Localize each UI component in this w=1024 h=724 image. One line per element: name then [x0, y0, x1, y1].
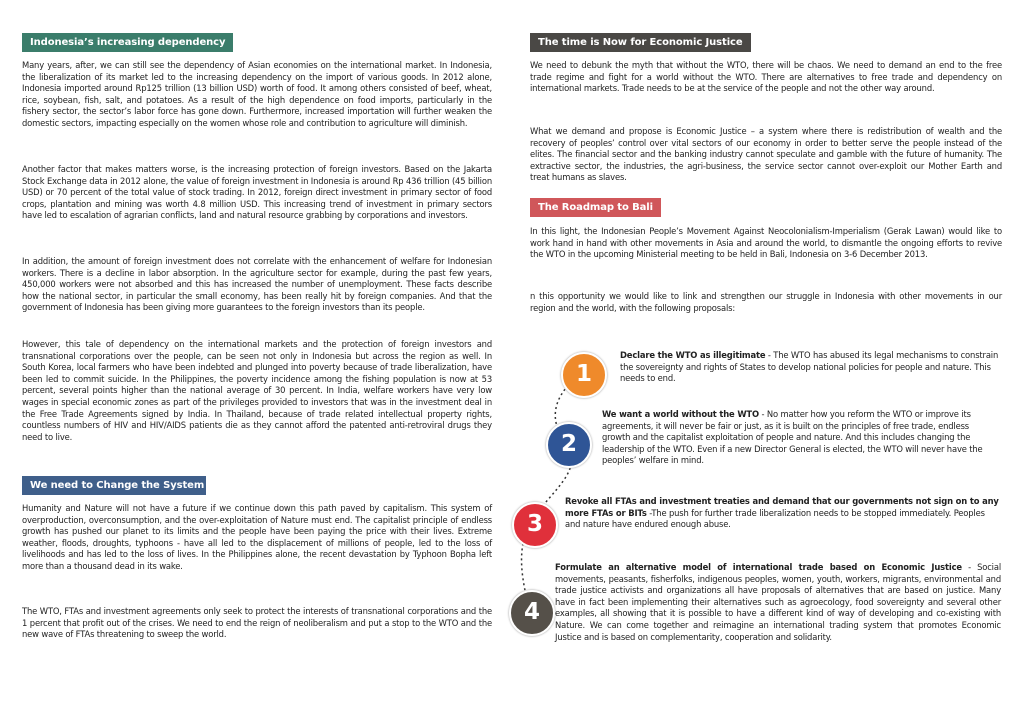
proposal-number-2: 2	[546, 422, 592, 468]
paragraph: Another factor that makes matters worse, is the increasing protection of foreign investors. Based on the Jakarta Stock Exchange data in 2012 alone, the value of foreign investment in Indonesia is around Rp 436 trillion (45 billion USD) or 70 percent of the total value of stock trading. In 2012, foreign direct investment in primary sector of food crops, plantation and mining was worth 4.8 million USD. This increasing trend of investment in primary sectors have led to escalation of agrarian conflicts, land and natural resource grabbing by corporations and investors.	[22, 164, 492, 221]
proposal-title: We want a world without the WTO	[602, 409, 759, 419]
paragraph: Many years, after, we can still see the dependency of Asian economies on the international market. In Indonesia, the liberalization of its market led to the increasing dependency on the import of various goods. In 2012 alone, Indonesia imported around Rp125 trillion (13 billion USD) worth of food. It among others consisted of beef, wheat, rice, soybean, fish, salt, and potatoes. As a result of the high dependence on food imports, particularly in the fishery sector, the sector’s labor force has gone down. Furthermore, increased importation will further weaken the domestic sectors, impacting especially on the women whose role and contribution to agriculture will diminish.	[22, 60, 492, 128]
proposal-text: - The WTO has abused its legal mechanisms to constrain the sovereignty and rights of States to develop national policies for people and nature. This needs to end.	[620, 350, 999, 384]
paragraph: n this opportunity we would like to link and strengthen our struggle in Indonesia with other movements in our region and the world, with the following proposals:	[530, 291, 1002, 313]
proposal-2	[602, 409, 998, 467]
paragraph: The WTO, FTAs and investment agreements only seek to protect the interests of transnational corporations and the 1 percent that profit out of the crises. We need to end the reign of neoliberalism and put a stop to the WTO and the new wave of FTAs threatening to sweep the world.	[22, 606, 492, 640]
proposal-title: Formulate an alternative model of international trade based on Economic Justice	[555, 562, 962, 572]
proposal-number-1: 1	[561, 352, 607, 398]
proposal-3	[565, 496, 1001, 531]
proposal-number-3: 3	[512, 502, 558, 548]
paragraph: In this light, the Indonesian People’s Movement Against Neocolonialism-Imperialism (Gerak Lawan) would like to work hand in hand with other movements in Asia and around the world, to dismantle the ongoing efforts to revive the WTO in the upcoming Ministerial meeting to be held in Bali, Indonesia on 3-6 December 2013.	[530, 226, 1002, 260]
proposal-title: Declare the WTO as illegitimate	[620, 350, 766, 360]
proposal-text: - Social movements, peasants, fisherfolks, indigenous peoples, women, youth, workers, migrants, environmental and trade justice activists and organizations all have proposals of alternatives that are based on justice. Many have in fact been implementing their alternatives such as agroecology, food sovereignty and several other examples, all showing that it is possible to have a different kind of way of developing and co-existing with Nature. We can come together and reimagine an international trading system that promotes Economic Justice and is based on complementarity, cooperation and solidarity.	[555, 562, 1002, 642]
paragraph: Humanity and Nature will not have a future if we continue down this path paved by capitalism. This system of overproduction, overconsumption, and the over-exploitation of Nature must end. The capitalist principle of endless growth has pushed our planet to its limits and the people have been paying the price with their lives. Extreme weather, floods, droughts, typhoons - have all led to the displacement of millions of people, led to the loss of livelihoods and has led to the loss of lives. In the Philippines alone, the recent devastation by Typhoon Bopha left more than a thousand dead in its wake.	[22, 503, 492, 571]
proposal-number-4: 4	[509, 590, 555, 636]
proposal-4	[555, 562, 1001, 643]
section-heading-change-system: We need to Change the System	[22, 476, 206, 495]
paragraph: We need to debunk the myth that without the WTO, there will be chaos. We need to demand an end to the free trade regime and fight for a world without the WTO. There are alternatives to free trade and dependency on international markets. Trade needs to be at the service of the people and not the other way around.	[530, 60, 1002, 94]
proposal-title: Revoke all FTAs and investment treaties and demand that our governments not sign on to any more FTAs or BITs	[565, 496, 999, 518]
proposal-text: - No matter how you reform the WTO or improve its agreements, it will never be fair or just, as it is built on the principles of free trade, endless growth and the capitalist exploitation of people and nature. And this includes changing the leadership of the WTO. Even if a new Director General is elected, the WTO will never have the peoples’ welfare in mind.	[602, 409, 983, 466]
proposal-1	[620, 350, 1000, 385]
section-heading-economic-justice: The time is Now for Economic Justice	[530, 33, 751, 52]
paragraph: In addition, the amount of foreign investment does not correlate with the enhancement of welfare for Indonesian workers. There is a decline in labor absorption. In the agriculture sector for example, during the past few years, 450,000 workers were not absorbed and this has increased the number of unemployment. These facts describe how the national sector, in particular the small economy, has been really hit by foreign companies. And that the government of Indonesia has been giving more guarantees to the foreign investors than its people.	[22, 256, 492, 313]
section-heading-dependency: Indonesia’s increasing dependency	[22, 33, 233, 52]
section-heading-roadmap: The Roadmap to Bali	[530, 198, 661, 217]
proposal-text: -The push for further trade liberalization needs to be stopped immediately. Peoples and nature have endured enough abuse.	[565, 507, 985, 530]
paragraph: What we demand and propose is Economic Justice – a system where there is redistribution of wealth and the recovery of peoples’ control over vital sectors of our economy in order to better serve the people instead of the elites. The financial sector and the banking industry cannot speculate and gamble with the future of humanity. The extractive sector, the industries, the agri-business, the service sector cannot over-exploit our Mother Earth and treat humans as slaves.	[530, 126, 1002, 183]
paragraph: However, this tale of dependency on the international markets and the protection of foreign investors and transnational corporations over the people, can be seen not only in Indonesia but across the region as well. In South Korea, local farmers who have been indebted and plunged into poverty because of trade liberalization, have been led to commit suicide. In the Philippines, the poverty incidence among the fishing population is now at 53 percent, several points higher than the national average of 30 percent. In India, welfare workers have very low wages in special economic zones as part of the privileges provided to investors that was in the investment deal in the Free Trade Agreements signed by India. In Thailand, because of trade related intellectual property rights, countless numbers of HIV and HIV/AIDS patients die as they cannot afford the patented anti-retroviral drugs they need to live.	[22, 339, 492, 442]
